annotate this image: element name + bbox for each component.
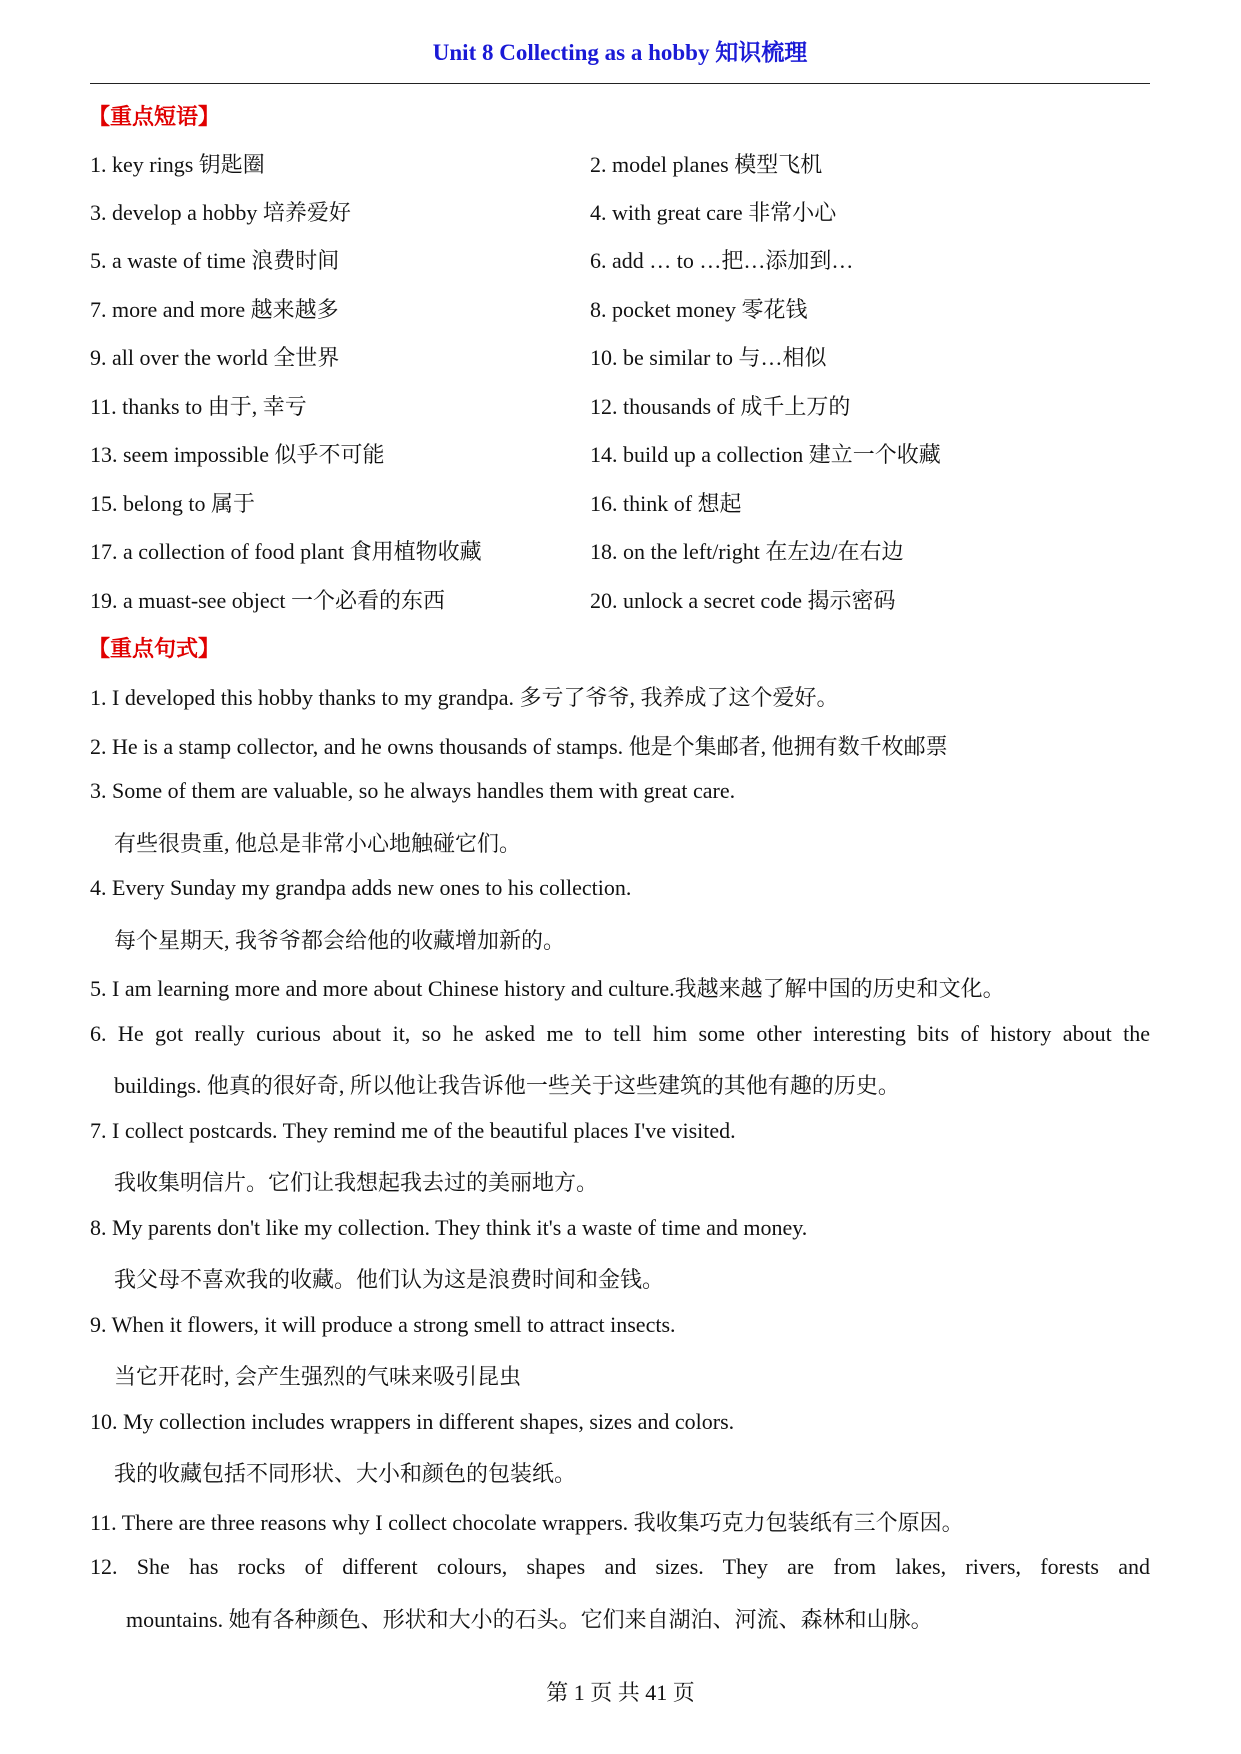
- section-title-phrases: 【重点短语】: [88, 104, 221, 129]
- sentence-item: 3. Some of them are valuable, so he always handles them with great care.: [90, 778, 736, 803]
- phrase-item: 9. all over the world 全世界: [90, 345, 340, 370]
- phrase-item: 20. unlock a secret code 揭示密码: [590, 588, 896, 613]
- phrase-item: 12. thousands of 成千上万的: [590, 394, 851, 419]
- phrase-item: 8. pocket money 零花钱: [590, 297, 808, 322]
- phrase-item: 10. be similar to 与…相似: [590, 345, 827, 370]
- phrase-item: 16. think of 想起: [590, 491, 742, 516]
- phrase-item: 18. on the left/right 在左边/在右边: [590, 539, 904, 564]
- sentence-item: 7. I collect postcards. They remind me of the beautiful places I've visited.: [90, 1118, 736, 1143]
- section-title-sentences: 【重点句式】: [88, 636, 221, 661]
- sentence-translation: 我收集明信片。它们让我想起我去过的美丽地方。: [114, 1170, 599, 1195]
- page-header: Unit 8 Collecting as a hobby 知识梳理: [432, 40, 808, 65]
- phrase-item: 5. a waste of time 浪费时间: [90, 248, 340, 273]
- sentence-item: 9. When it flowers, it will produce a strong smell to attract insects.: [90, 1312, 676, 1337]
- sentence-item: 12. She has rocks of different colours, shapes and sizes. They are from lakes, rivers, forests and: [90, 1554, 1150, 1579]
- sentence-translation: 有些很贵重, 他总是非常小心地触碰它们。: [114, 831, 522, 856]
- phrase-item: 15. belong to 属于: [90, 491, 255, 516]
- phrase-item: 17. a collection of food plant 食用植物收藏: [90, 539, 482, 564]
- sentence-item: 1. I developed this hobby thanks to my grandpa. 多亏了爷爷, 我养成了这个爱好。: [90, 685, 839, 710]
- sentence-item: 2. He is a stamp collector, and he owns thousands of stamps. 他是个集邮者, 他拥有数千枚邮票: [90, 734, 948, 759]
- sentence-item: 10. My collection includes wrappers in different shapes, sizes and colors.: [90, 1409, 735, 1434]
- sentence-item: 6. He got really curious about it, so he asked me to tell him some other interesting bits of history about the: [90, 1021, 1150, 1046]
- phrase-item: 14. build up a collection 建立一个收藏: [590, 442, 941, 467]
- sentence-item: 5. I am learning more and more about Chinese history and culture.我越来越了解中国的历史和文化。: [90, 976, 1005, 1001]
- sentence-translation: 我父母不喜欢我的收藏。他们认为这是浪费时间和金钱。: [114, 1267, 665, 1292]
- header-divider: [90, 83, 1150, 84]
- phrase-item: 13. seem impossible 似乎不可能: [90, 442, 385, 467]
- sentence-item: 8. My parents don't like my collection. They think it's a waste of time and money.: [90, 1215, 808, 1240]
- phrase-item: 7. more and more 越来越多: [90, 297, 339, 322]
- phrase-item: 2. model planes 模型飞机: [590, 152, 823, 177]
- phrase-item: 3. develop a hobby 培养爱好: [90, 200, 351, 225]
- page-footer: 第 1 页 共 41 页: [546, 1680, 695, 1705]
- phrase-item: 4. with great care 非常小心: [590, 200, 837, 225]
- sentence-translation: 我的收藏包括不同形状、大小和颜色的包装纸。: [114, 1461, 577, 1486]
- sentence-item: 11. There are three reasons why I collect chocolate wrappers. 我收集巧克力包装纸有三个原因。: [90, 1510, 964, 1535]
- sentence-continuation: mountains. 她有各种颜色、形状和大小的石头。它们来自湖泊、河流、森林和山脉。: [126, 1607, 933, 1632]
- sentence-translation: 每个星期天, 我爷爷都会给他的收藏增加新的。: [114, 928, 566, 953]
- sentence-continuation: buildings. 他真的很好奇, 所以他让我告诉他一些关于这些建筑的其他有趣的历史。: [114, 1073, 900, 1098]
- sentence-item: 4. Every Sunday my grandpa adds new ones to his collection.: [90, 875, 632, 900]
- phrase-item: 6. add … to …把…添加到…: [590, 248, 854, 273]
- phrase-item: 11. thanks to 由于, 幸亏: [90, 394, 307, 419]
- phrase-item: 19. a muast-see object 一个必看的东西: [90, 588, 445, 613]
- sentence-translation: 当它开花时, 会产生强烈的气味来吸引昆虫: [114, 1364, 522, 1389]
- phrase-item: 1. key rings 钥匙圈: [90, 152, 265, 177]
